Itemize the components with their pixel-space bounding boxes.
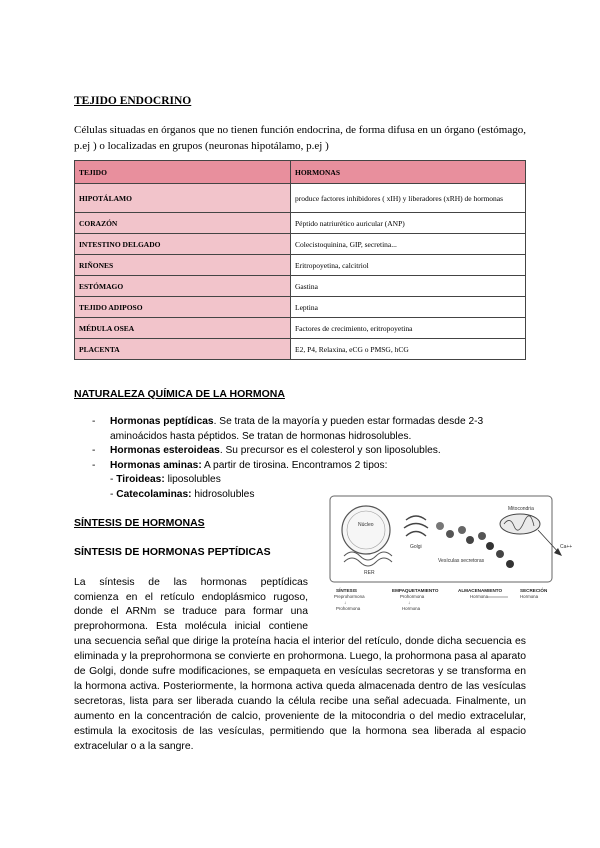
synthesis-line: La síntesis de las hormonas peptídicas <box>74 577 308 588</box>
esteroideas-text: . Su precursor es el colesterol y son liposolubles. <box>219 445 441 457</box>
mitochondria-label: Mitocondria <box>508 506 534 512</box>
catecolaminas-text: hidrosolubles <box>191 488 255 500</box>
intro-paragraph: Células situadas en órganos que no tienen función endocrina, de forma difusa en un órgano (estómago, p.ej ) o localizadas en grupos (neuronas hipotálamo, p.ej ) <box>74 124 526 152</box>
synthesis-paragraph-start <box>74 576 308 634</box>
vesicle-dot <box>486 542 494 550</box>
calcium-label: Ca++ <box>560 544 573 550</box>
peptide-hormone-synthesis-diagram <box>320 490 584 614</box>
hormones-cell: E2, P4, Relaxina, eCG o PMSG, hCG <box>291 339 526 360</box>
heading-tejido-endocrino: TEJIDO ENDOCRINO <box>74 95 192 107</box>
step-title: EMPAQUETAMIENTO <box>392 588 439 593</box>
term-aminas: Hormonas aminas: <box>110 459 202 471</box>
peptidicas-text: . Se trata de la mayoría y pueden estar formadas desde 2-3 aminoácidos hasta péptidos. Se tratan de hormonas hidrosolubles. <box>110 416 484 442</box>
vesicles-label: Vesículas secretoras <box>438 558 485 564</box>
vesicle-dot <box>446 530 454 538</box>
table-row <box>75 339 526 360</box>
table-row <box>75 213 526 234</box>
heading-naturaleza-quimica: NATURALEZA QUÍMICA DE LA HORMONA <box>74 388 285 400</box>
step-line: Prohormona <box>336 606 361 611</box>
step-line: Hormona <box>470 594 489 599</box>
heading-sintesis-peptidicas: SÍNTESIS DE HORMONAS PEPTÍDICAS <box>74 546 271 558</box>
nucleus-shape <box>342 506 390 554</box>
list-dash: - <box>92 416 96 427</box>
vesicle-dot <box>506 560 514 568</box>
tissue-cell: MÉDULA OSEA <box>75 318 291 339</box>
step-arrow: ↓ <box>408 600 411 605</box>
table-row <box>75 297 526 318</box>
tissue-cell: CORAZÓN <box>75 213 291 234</box>
hormones-cell: Factores de crecimiento, eritropoyetina <box>291 318 526 339</box>
step-title: SÍNTESIS <box>336 588 357 593</box>
mitochondria-shape <box>500 514 540 534</box>
hormones-cell: Gastina <box>291 276 526 297</box>
tissue-cell: ESTÓMAGO <box>75 276 291 297</box>
sub-dash: - <box>110 488 117 500</box>
synthesis-line: preprohormona. Esta molécula inicial contiene <box>74 620 308 632</box>
table-row <box>75 184 526 213</box>
step-line: Hormona <box>402 606 421 611</box>
list-item <box>92 444 532 459</box>
step-arrow: ↓ <box>344 600 347 605</box>
heading-sintesis-hormonas: SÍNTESIS DE HORMONAS <box>74 517 205 529</box>
tiroideas-text: liposolubles <box>164 474 221 486</box>
vesicle-dot <box>466 536 474 544</box>
endocrine-table <box>74 160 526 360</box>
tissue-cell: TEJIDO ADIPOSO <box>75 297 291 318</box>
table-row <box>75 234 526 255</box>
nucleus-label: Núcleo <box>358 522 374 528</box>
header-hormonas: HORMONAS <box>291 161 526 184</box>
table-header-row <box>75 161 526 184</box>
hormones-cell: Péptido natriurético auricular (ANP) <box>291 213 526 234</box>
vesicle-dot <box>436 522 444 530</box>
table-row <box>75 255 526 276</box>
vesicle-dot <box>496 550 504 558</box>
list-dash: - <box>92 445 96 457</box>
hormones-cell: Eritropoyetina, calcitriol <box>291 255 526 276</box>
table-row <box>75 318 526 339</box>
synthesis-line: comienza en el retículo endoplásmico rugoso, <box>74 591 308 603</box>
synthesis-paragraph: una secuencia señal que dirige la proteína hacia el interior del retículo, donde dicha secuencia es eliminada y la preprohormona se convierte en prohormona. Luego, la prohormona pasa al aparato de Golgi, donde sufre modificaciones, se empaqueta en vesículas secretoras y se transforma en la hormona activa. Posteriormente, la hormona activa queda almacenada dentro de las vesículas secretoras, lista para ser liberada cuando la célula recibe una señal adecuada. Finalmente, un aumento en la concentración de calcio, proveniente de la mitocondria o del medio extracelular, estimula la exocitosis de las vesículas, permitiendo que la hormona sea liberada al espacio extracelular o a la sangre. <box>74 636 526 752</box>
step-line: Preprohormona <box>334 594 365 599</box>
sub-dash: - <box>110 474 117 486</box>
aminas-text: A partir de tirosina. Encontramos 2 tipos: <box>201 459 388 471</box>
vesicle-dot <box>458 526 466 534</box>
step-title: ALMACENAMIENTO <box>458 588 503 593</box>
table-row <box>75 276 526 297</box>
term-tiroideas: Tiroideas: <box>116 474 165 486</box>
term-esteroideas: Hormonas esteroideas <box>110 445 220 457</box>
golgi-label: Golgi <box>410 544 422 550</box>
synthesis-line: donde el ARNm se traduce para formar una <box>74 606 308 618</box>
term-peptidicas: Hormonas peptídicas <box>110 416 214 427</box>
term-catecolaminas: Catecolaminas: <box>116 488 192 500</box>
step-title: SECRECIÓN <box>520 588 548 593</box>
step-line: Prohormona <box>400 594 425 599</box>
rer-label: RER <box>364 570 375 576</box>
hormones-cell: Leptina <box>291 297 526 318</box>
tissue-cell: RIÑONES <box>75 255 291 276</box>
tissue-cell: HIPOTÁLAMO <box>75 184 291 213</box>
step-line: Hormona <box>520 594 539 599</box>
header-tejido: TEJIDO <box>75 161 291 184</box>
hormones-cell: Colecistoquinina, GIP, secretina... <box>291 234 526 255</box>
vesicle-dot <box>478 532 486 540</box>
hormones-cell: produce factores inhibidores ( xIH) y liberadores (xRH) de hormonas <box>291 184 526 213</box>
list-item <box>92 415 532 444</box>
list-dash: - <box>92 459 96 471</box>
tissue-cell: PLACENTA <box>75 339 291 360</box>
tissue-cell: INTESTINO DELGADO <box>75 234 291 255</box>
